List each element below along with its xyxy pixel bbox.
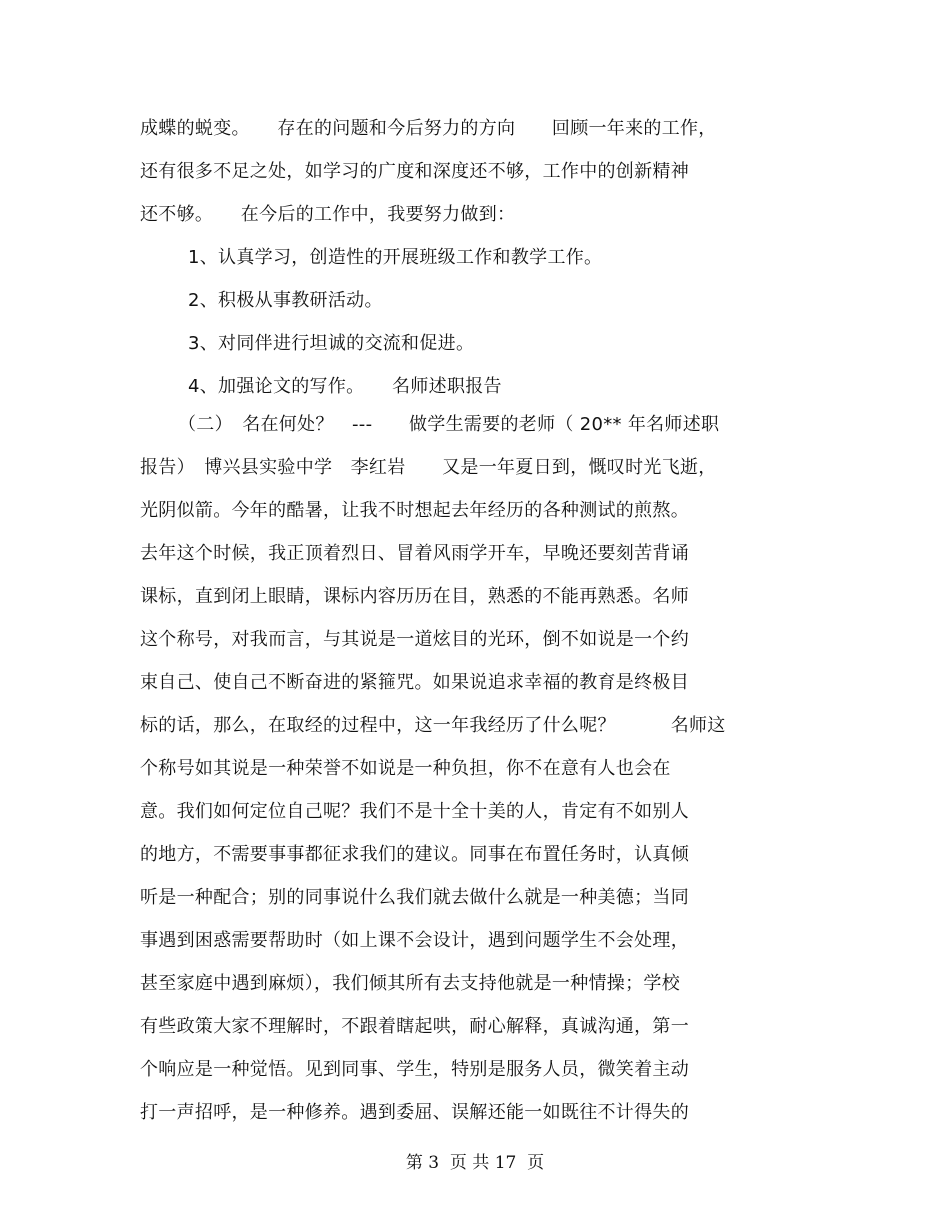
text-line-18: 的地方，不需要事事都征求我们的建议。同事在布置任务时，认真倾: [140, 844, 689, 865]
text-line-16: 个称号如其说是一种荣誉不如说是一种负担，你不在意有人也会在: [140, 758, 671, 779]
text-line-19: 听是一种配合；别的同事说什么我们就去做什么就是一种美德；当同: [140, 887, 689, 908]
list-item-1: 1、认真学习，创造性的开展班级工作和教学工作。: [188, 247, 603, 268]
page-number-footer: 第 3 页 共 17 页: [405, 1153, 545, 1173]
text-line-9: 报告） 博兴县实验中学 李红岩 又是一年夏日到，慨叹时光飞逝，: [140, 457, 717, 478]
text-line-11: 去年这个时候，我正顶着烈日、冒着风雨学开车，早晚还要刻苦背诵: [140, 543, 689, 564]
list-item-2: 2、积极从事教研活动。: [188, 290, 383, 311]
text-line-15: 标的话，那么，在取经的过程中，这一年我经历了什么呢？ 名师这: [140, 715, 726, 736]
text-line-14: 束自己、使自己不断奋进的紧箍咒。如果说追求幸福的教育是终极目: [140, 672, 689, 693]
text-line-24: 打一声招呼，是一种修养。遇到委屈、误解还能一如既往不计得失的: [140, 1102, 689, 1123]
list-item-4: 4、加强论文的写作。 名师述职报告: [188, 376, 502, 397]
text-line-10: 光阴似箭。今年的酷暑，让我不时想起去年经历的各种测试的煎熬。: [140, 500, 689, 521]
text-line-22: 有些政策大家不理解时，不跟着瞎起哄，耐心解释，真诚沟通，第一: [140, 1016, 689, 1037]
text-line-12: 课标，直到闭上眼睛，课标内容历历在目，熟悉的不能再熟悉。名师: [140, 586, 689, 607]
text-line-2: 还有很多不足之处，如学习的广度和深度还不够，工作中的创新精神: [140, 161, 689, 182]
text-line-1: 成蝶的蜕变。 存在的问题和今后努力的方向 回顾一年来的工作，: [140, 118, 717, 139]
section-heading-line: （二） 名在何处？ --- 做学生需要的老师（ 20** 年名师述职: [178, 414, 720, 435]
text-line-21: 甚至家庭中遇到麻烦），我们倾其所有去支持他就是一种情操；学校: [140, 973, 680, 994]
text-line-20: 事遇到困惑需要帮助时（如上课不会设计，遇到问题学生不会处理，: [140, 930, 689, 951]
text-line-17: 意。我们如何定位自己呢？我们不是十全十美的人，肯定有不如别人: [140, 801, 689, 822]
text-line-23: 个响应是一种觉悟。见到同事、学生，特别是服务人员，微笑着主动: [140, 1059, 689, 1080]
text-line-13: 这个称号，对我而言，与其说是一道炫目的光环，倒不如说是一个约: [140, 629, 689, 650]
list-item-3: 3、对同伴进行坦诚的交流和促进。: [188, 333, 475, 354]
text-line-3: 还不够。 在今后的工作中，我要努力做到：: [140, 204, 516, 225]
